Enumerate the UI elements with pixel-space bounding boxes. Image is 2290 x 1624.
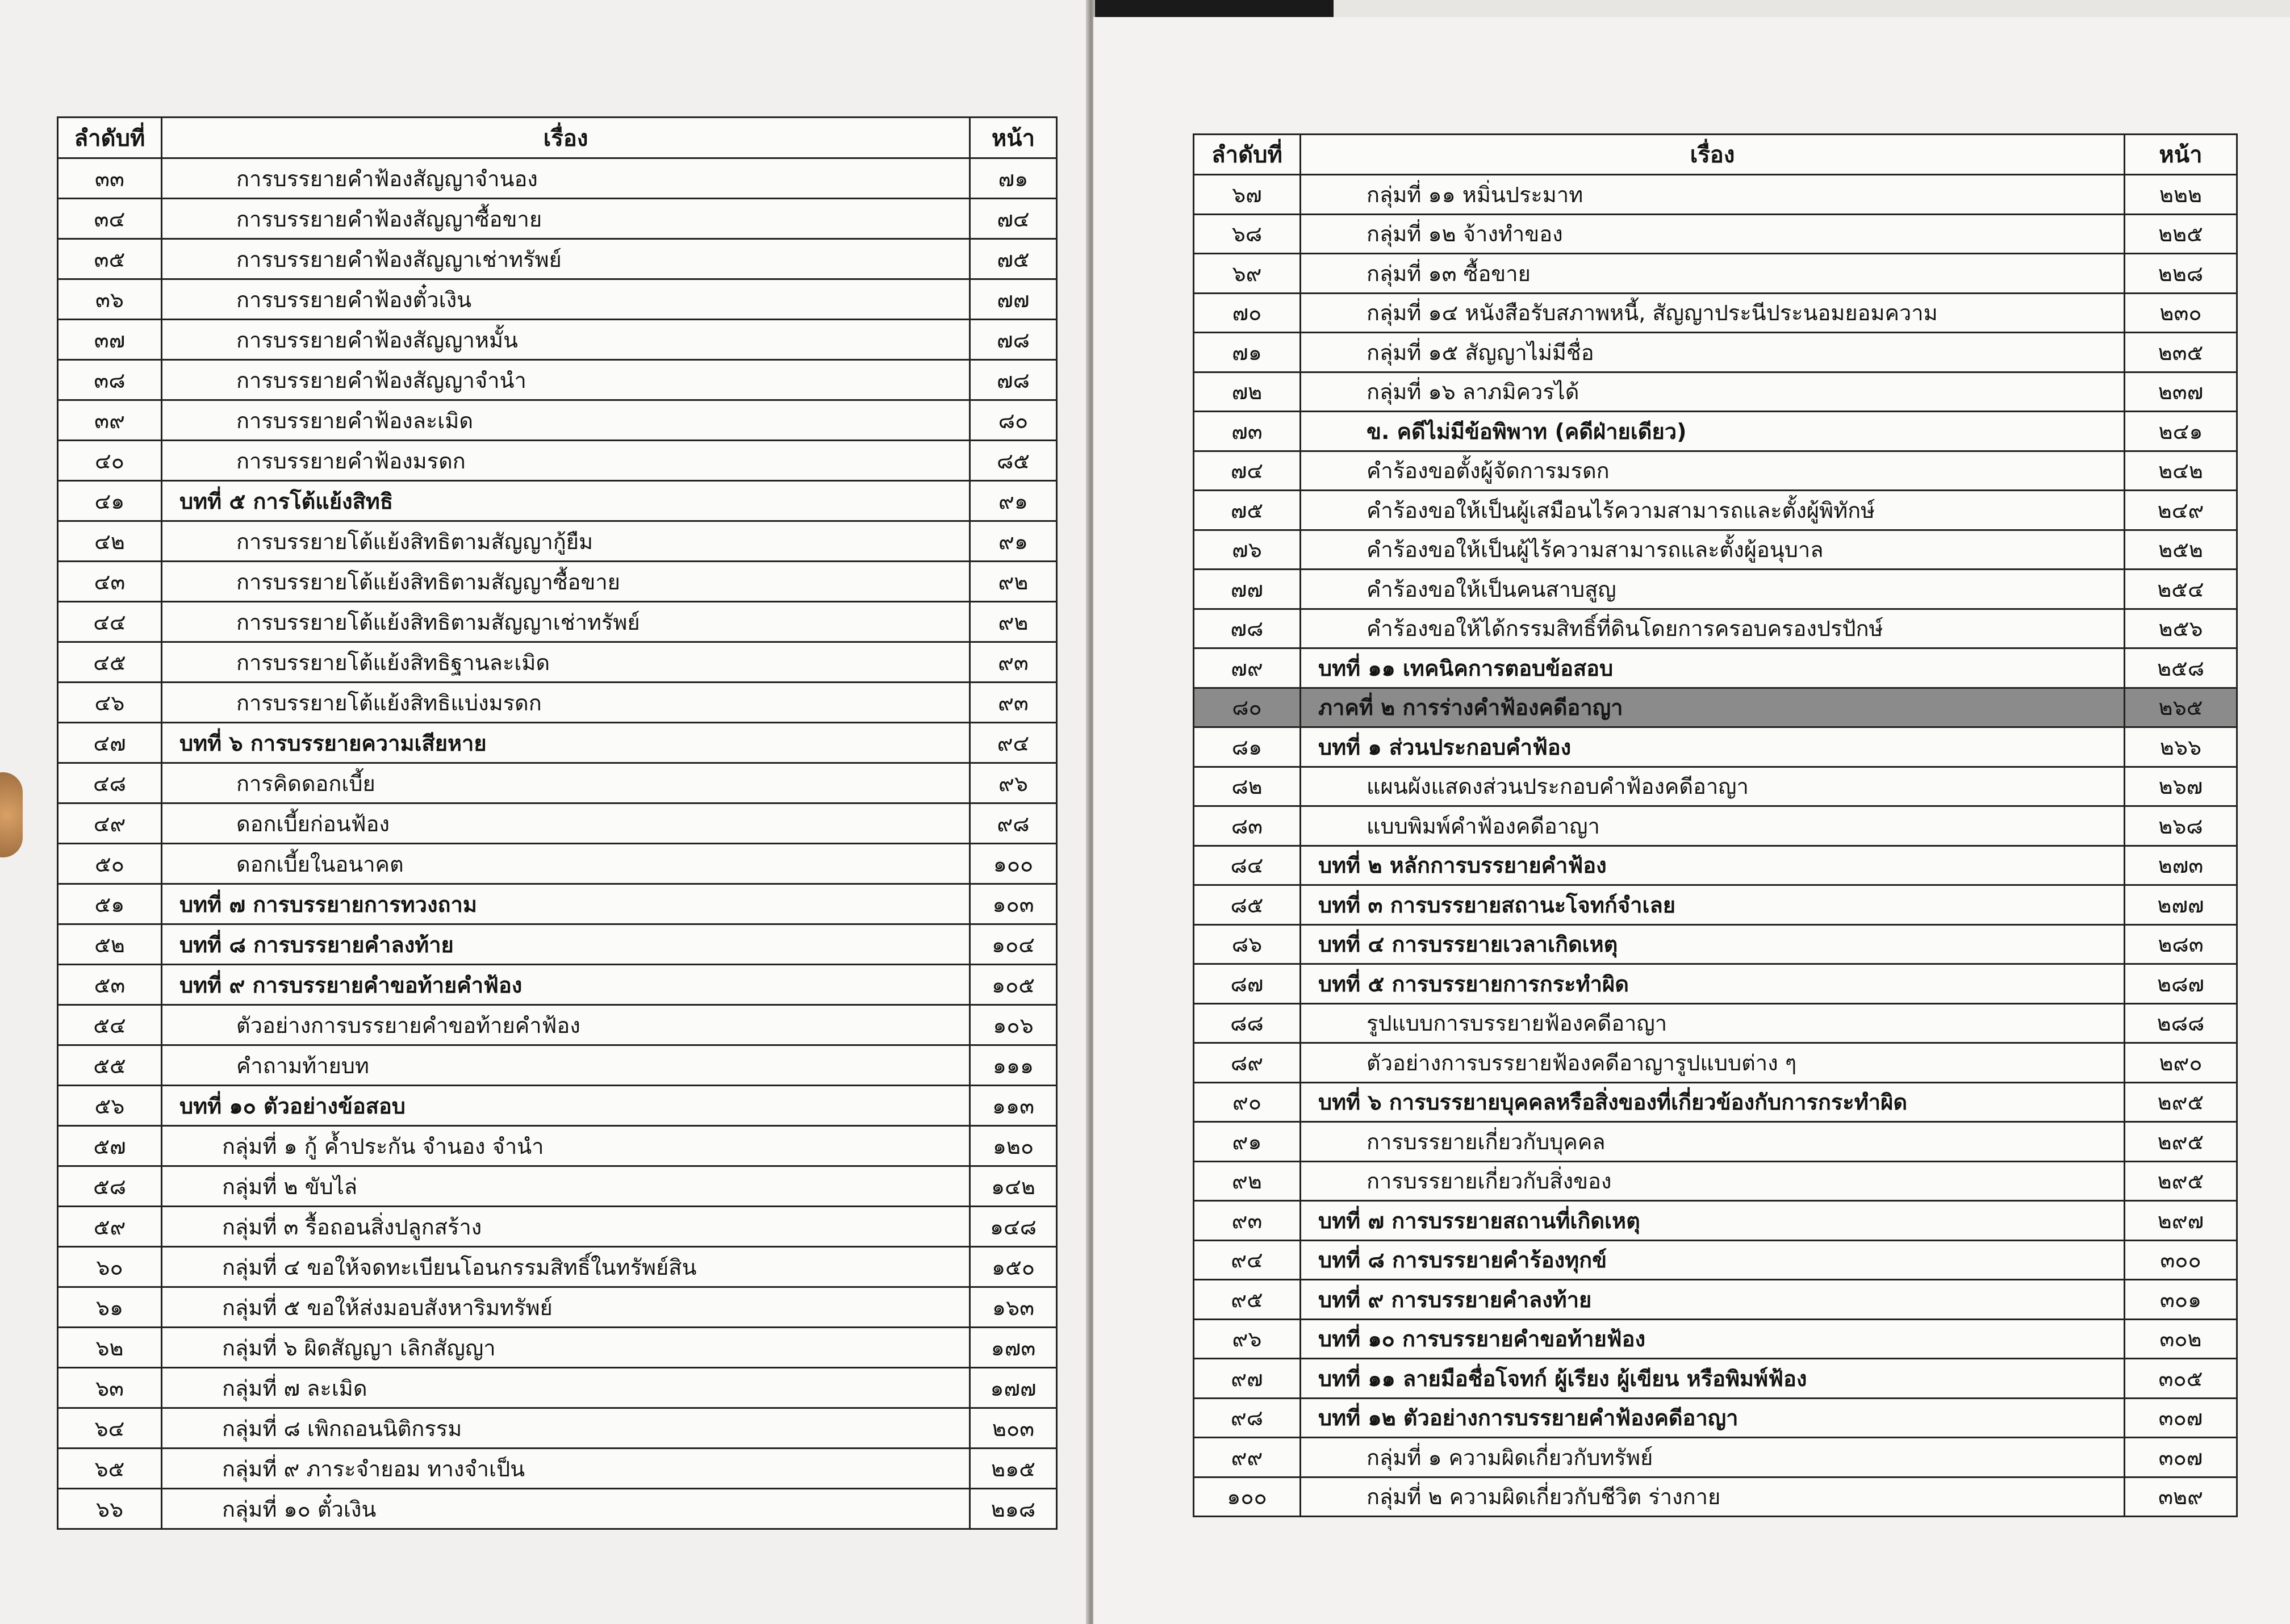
- toc-row: [1194, 333, 2237, 372]
- entry-title: การบรรยายคำฟ้องละเมิด: [162, 400, 970, 441]
- toc-row: [1194, 1043, 2237, 1083]
- entry-number: ๗๖: [1194, 530, 1301, 570]
- entry-page: ๗๕: [970, 239, 1057, 279]
- entry-page: ๑๐๖: [970, 1005, 1057, 1045]
- header-row: [58, 118, 1057, 158]
- entry-page: ๙๓: [970, 642, 1057, 683]
- entry-title: กลุ่มที่ ๕ ขอให้ส่งมอบสังหาริมทรัพย์: [162, 1287, 970, 1328]
- entry-title: บทที่ ๑๒ ตัวอย่างการบรรยายคำฟ้องคดีอาญา: [1301, 1398, 2125, 1438]
- entry-number: ๕๗: [58, 1126, 162, 1166]
- toc-row: [58, 562, 1057, 602]
- entry-number: ๖๒: [58, 1328, 162, 1368]
- toc-row: [1194, 1477, 2237, 1517]
- entry-number: ๔๐: [58, 441, 162, 481]
- entry-number: ๕๓: [58, 965, 162, 1005]
- entry-page: ๑๐๔: [970, 924, 1057, 965]
- toc-row: [1194, 609, 2237, 648]
- entry-page: ๗๘: [970, 320, 1057, 360]
- toc-row: [1194, 964, 2237, 1004]
- entry-number: ๓๘: [58, 360, 162, 400]
- entry-page: ๓๐๗: [2125, 1438, 2237, 1477]
- entry-page: ๘๕: [970, 441, 1057, 481]
- entry-page: ๗๑: [970, 158, 1057, 199]
- entry-title: การบรรยายคำฟ้องสัญญาเช่าทรัพย์: [162, 239, 970, 279]
- entry-title: การบรรยายโต้แย้งสิทธิฐานละเมิด: [162, 642, 970, 683]
- entry-number: ๘๗: [1194, 964, 1301, 1004]
- entry-title: กลุ่มที่ ๙ ภาระจำยอม ทางจำเป็น: [162, 1449, 970, 1489]
- entry-title: กลุ่มที่ ๔ ขอให้จดทะเบียนโอนกรรมสิทธิ์ในทรัพย์สิน: [162, 1247, 970, 1287]
- entry-page: ๒๘๓: [2125, 924, 2237, 964]
- toc-row: [1194, 1438, 2237, 1477]
- toc-row: [58, 1287, 1057, 1328]
- entry-title: บทที่ ๑๑ เทคนิคการตอบข้อสอบ: [1301, 648, 2125, 688]
- entry-number: ๘๙: [1194, 1043, 1301, 1083]
- entry-number: ๓๔: [58, 199, 162, 239]
- toc-row: [58, 1449, 1057, 1489]
- entry-page: ๙๔: [970, 723, 1057, 763]
- toc-row: [58, 1166, 1057, 1207]
- entry-page: ๓๐๐: [2125, 1240, 2237, 1280]
- entry-number: ๔๗: [58, 723, 162, 763]
- toc-row: [58, 239, 1057, 279]
- entry-number: ๔๓: [58, 562, 162, 602]
- entry-page: ๒๙๗: [2125, 1201, 2237, 1241]
- toc-row: [1194, 648, 2237, 688]
- entry-number: ๗๙: [1194, 648, 1301, 688]
- entry-title: บทที่ ๙ การบรรยายคำลงท้าย: [1301, 1280, 2125, 1320]
- toc-row: [58, 1247, 1057, 1287]
- entry-page: ๑๖๓: [970, 1287, 1057, 1328]
- entry-title: การบรรยายเกี่ยวกับสิ่งของ: [1301, 1161, 2125, 1201]
- toc-row: [58, 279, 1057, 320]
- toc-row: [1194, 175, 2237, 215]
- toc-row: [58, 1045, 1057, 1086]
- header-no: ลำดับที่: [58, 118, 162, 158]
- entry-page: ๒๘๘: [2125, 1003, 2237, 1043]
- entry-title: คำร้องขอให้เป็นคนสาบสูญ: [1301, 570, 2125, 609]
- entry-title: บทที่ ๒ หลักการบรรยายคำฟ้อง: [1301, 846, 2125, 885]
- entry-page: ๒๕๖: [2125, 609, 2237, 648]
- entry-page: ๑๑๑: [970, 1045, 1057, 1086]
- header-title: เรื่อง: [1301, 135, 2125, 175]
- entry-title: กลุ่มที่ ๑๖ ลาภมิควรได้: [1301, 372, 2125, 412]
- entry-page: ๗๘: [970, 360, 1057, 400]
- entry-page: ๑๔๒: [970, 1166, 1057, 1207]
- entry-title: บทที่ ๑๐ การบรรยายคำขอท้ายฟ้อง: [1301, 1319, 2125, 1359]
- entry-number: ๙๕: [1194, 1280, 1301, 1320]
- entry-number: ๙๖: [1194, 1319, 1301, 1359]
- entry-page: ๒๗๓: [2125, 846, 2237, 885]
- entry-number: ๖๙: [1194, 254, 1301, 294]
- entry-number: ๙๗: [1194, 1359, 1301, 1399]
- entry-page: ๑๑๓: [970, 1086, 1057, 1126]
- entry-number: ๙๙: [1194, 1438, 1301, 1477]
- entry-number: ๖๔: [58, 1408, 162, 1449]
- entry-page: ๑๐๓: [970, 884, 1057, 924]
- toc-row: [58, 360, 1057, 400]
- toc-row: [58, 965, 1057, 1005]
- header-page: หน้า: [2125, 135, 2237, 175]
- toc-row: [58, 481, 1057, 521]
- entry-number: ๕๕: [58, 1045, 162, 1086]
- toc-row: [58, 1328, 1057, 1368]
- entry-number: ๗๔: [1194, 451, 1301, 491]
- entry-page: ๒๓๕: [2125, 333, 2237, 372]
- entry-page: ๒๑๕: [970, 1449, 1057, 1489]
- entry-title: บทที่ ๗ การบรรยายสถานที่เกิดเหตุ: [1301, 1201, 2125, 1241]
- toc-row: [58, 1005, 1057, 1045]
- toc-row: [1194, 530, 2237, 570]
- entry-title: บทที่ ๓ การบรรยายสถานะโจทก์จำเลย: [1301, 885, 2125, 925]
- entry-title: บทที่ ๘ การบรรยายคำลงท้าย: [162, 924, 970, 965]
- toc-row: [1194, 1003, 2237, 1043]
- entry-page: ๙๑: [970, 481, 1057, 521]
- entry-title: การบรรยายคำฟ้องสัญญาหมั้น: [162, 320, 970, 360]
- entry-title: บทที่ ๘ การบรรยายคำร้องทุกข์: [1301, 1240, 2125, 1280]
- entry-number: ๕๖: [58, 1086, 162, 1126]
- entry-page: ๑๕๐: [970, 1247, 1057, 1287]
- toc-row: [58, 1489, 1057, 1529]
- entry-page: ๑๐๕: [970, 965, 1057, 1005]
- thumb: [0, 772, 23, 857]
- entry-page: ๒๖๖: [2125, 727, 2237, 767]
- toc-row: [1194, 1201, 2237, 1241]
- entry-title: การบรรยายคำฟ้องมรดก: [162, 441, 970, 481]
- entry-number: ๘๒: [1194, 767, 1301, 806]
- toc-row: [58, 1126, 1057, 1166]
- header-page: หน้า: [970, 118, 1057, 158]
- toc-row: [1194, 1359, 2237, 1399]
- entry-title: กลุ่มที่ ๒ ขับไล่: [162, 1166, 970, 1207]
- entry-number: ๕๐: [58, 844, 162, 884]
- toc-row: [58, 441, 1057, 481]
- toc-row: [58, 844, 1057, 884]
- entry-page: ๓๐๗: [2125, 1398, 2237, 1438]
- entry-title: การบรรยายคำฟ้องสัญญาจำนอง: [162, 158, 970, 199]
- toc-row: [1194, 254, 2237, 294]
- toc-row: [58, 1408, 1057, 1449]
- entry-title: การคิดดอกเบี้ย: [162, 763, 970, 803]
- toc-row: [1194, 1161, 2237, 1201]
- entry-title: บทที่ ๑๐ ตัวอย่างข้อสอบ: [162, 1086, 970, 1126]
- toc-row: [1194, 1280, 2237, 1320]
- entry-title: ตัวอย่างการบรรยายคำขอท้ายคำฟ้อง: [162, 1005, 970, 1045]
- entry-number: ๓๖: [58, 279, 162, 320]
- entry-title: ดอกเบี้ยก่อนฟ้อง: [162, 803, 970, 844]
- header-title: เรื่อง: [162, 118, 970, 158]
- toc-row: [1194, 688, 2237, 727]
- entry-title: กลุ่มที่ ๑๓ ซื้อขาย: [1301, 254, 2125, 294]
- entry-title: บทที่ ๔ การบรรยายเวลาเกิดเหตุ: [1301, 924, 2125, 964]
- entry-title: กลุ่มที่ ๑ ความผิดเกี่ยวกับทรัพย์: [1301, 1438, 2125, 1477]
- entry-number: ๖๗: [1194, 175, 1301, 215]
- entry-number: ๗๐: [1194, 293, 1301, 333]
- entry-page: ๓๒๙: [2125, 1477, 2237, 1517]
- entry-title: การบรรยายเกี่ยวกับบุคคล: [1301, 1122, 2125, 1162]
- entry-page: ๗๗: [970, 279, 1057, 320]
- toc-row: [58, 602, 1057, 642]
- entry-title: บทที่ ๕ การโต้แย้งสิทธิ: [162, 481, 970, 521]
- toc-row: [1194, 1122, 2237, 1162]
- entry-title: ข. คดีไม่มีข้อพิพาท (คดีฝ่ายเดียว): [1301, 412, 2125, 451]
- entry-number: ๙๐: [1194, 1082, 1301, 1122]
- toc-row: [1194, 570, 2237, 609]
- entry-number: ๖๓: [58, 1368, 162, 1408]
- toc-table-left: [57, 116, 1058, 1530]
- entry-title: บทที่ ๑ ส่วนประกอบคำฟ้อง: [1301, 727, 2125, 767]
- entry-number: ๙๔: [1194, 1240, 1301, 1280]
- entry-title: แบบพิมพ์คำฟ้องคดีอาญา: [1301, 806, 2125, 846]
- entry-title: การบรรยายคำฟ้องสัญญาซื้อขาย: [162, 199, 970, 239]
- entry-number: ๔๔: [58, 602, 162, 642]
- entry-title: กลุ่มที่ ๓ รื้อถอนสิ่งปลูกสร้าง: [162, 1207, 970, 1247]
- entry-page: ๑๐๐: [970, 844, 1057, 884]
- entry-page: ๒๓๗: [2125, 372, 2237, 412]
- entry-page: ๒๙๕: [2125, 1161, 2237, 1201]
- toc-row: [58, 158, 1057, 199]
- toc-row: [1194, 885, 2237, 925]
- toc-body-left: [58, 158, 1057, 1529]
- entry-number: ๕๑: [58, 884, 162, 924]
- entry-number: ๓๙: [58, 400, 162, 441]
- entry-title: กลุ่มที่ ๒ ความผิดเกี่ยวกับชีวิต ร่างกาย: [1301, 1477, 2125, 1517]
- entry-page: ๒๙๕: [2125, 1082, 2237, 1122]
- entry-page: ๒๕๔: [2125, 570, 2237, 609]
- toc-row: [1194, 372, 2237, 412]
- toc-row: [1194, 491, 2237, 530]
- entry-title: การบรรยายคำฟ้องสัญญาจำนำ: [162, 360, 970, 400]
- toc-row: [1194, 1240, 2237, 1280]
- toc-row: [1194, 451, 2237, 491]
- entry-title: การบรรยายโต้แย้งสิทธิตามสัญญากู้ยืม: [162, 521, 970, 562]
- entry-number: ๑๐๐: [1194, 1477, 1301, 1517]
- entry-title: ภาคที่ ๒ การร่างคำฟ้องคดีอาญา: [1301, 688, 2125, 727]
- entry-page: ๒๒๕: [2125, 214, 2237, 254]
- entry-page: ๑๗๗: [970, 1368, 1057, 1408]
- entry-title: กลุ่มที่ ๘ เพิกถอนนิติกรรม: [162, 1408, 970, 1449]
- entry-title: ดอกเบี้ยในอนาคต: [162, 844, 970, 884]
- entry-number: ๗๕: [1194, 491, 1301, 530]
- entry-page: ๓๐๑: [2125, 1280, 2237, 1320]
- entry-title: กลุ่มที่ ๑๑ หมิ่นประมาท: [1301, 175, 2125, 215]
- entry-title: กลุ่มที่ ๑๒ จ้างทำของ: [1301, 214, 2125, 254]
- entry-page: ๒๔๒: [2125, 451, 2237, 491]
- toc-row: [1194, 924, 2237, 964]
- entry-number: ๗๘: [1194, 609, 1301, 648]
- entry-number: ๖๖: [58, 1489, 162, 1529]
- entry-number: ๙๓: [1194, 1201, 1301, 1241]
- entry-number: ๖๐: [58, 1247, 162, 1287]
- entry-page: ๒๖๘: [2125, 806, 2237, 846]
- entry-title: การบรรยายโต้แย้งสิทธิตามสัญญาซื้อขาย: [162, 562, 970, 602]
- entry-title: การบรรยายโต้แย้งสิทธิตามสัญญาเช่าทรัพย์: [162, 602, 970, 642]
- entry-title: กลุ่มที่ ๑๔ หนังสือรับสภาพหนี้, สัญญาประนีประนอมยอมความ: [1301, 293, 2125, 333]
- entry-page: ๒๑๘: [970, 1489, 1057, 1529]
- entry-page: ๒๙๕: [2125, 1122, 2237, 1162]
- entry-title: บทที่ ๑๑ ลายมือชื่อโจทก์ ผู้เรียง ผู้เขียน หรือพิมพ์ฟ้อง: [1301, 1359, 2125, 1399]
- entry-title: บทที่ ๗ การบรรยายการทวงถาม: [162, 884, 970, 924]
- toc-row: [1194, 767, 2237, 806]
- entry-number: ๔๘: [58, 763, 162, 803]
- entry-title: การบรรยายโต้แย้งสิทธิแบ่งมรดก: [162, 683, 970, 723]
- toc-row: [58, 199, 1057, 239]
- header-row: [1194, 135, 2237, 175]
- toc-row: [58, 521, 1057, 562]
- toc-row: [58, 642, 1057, 683]
- toc-row: [58, 803, 1057, 844]
- toc-row: [58, 924, 1057, 965]
- entry-number: ๖๑: [58, 1287, 162, 1328]
- entry-number: ๗๓: [1194, 412, 1301, 451]
- entry-title: คำถามท้ายบท: [162, 1045, 970, 1086]
- entry-number: ๖๕: [58, 1449, 162, 1489]
- entry-page: ๙๒: [970, 562, 1057, 602]
- entry-page: ๓๐๒: [2125, 1319, 2237, 1359]
- entry-number: ๘๘: [1194, 1003, 1301, 1043]
- entry-number: ๕๒: [58, 924, 162, 965]
- entry-title: คำร้องขอให้ได้กรรมสิทธิ์ที่ดินโดยการครอบครองปรปักษ์: [1301, 609, 2125, 648]
- toc-row: [1194, 806, 2237, 846]
- entry-number: ๔๑: [58, 481, 162, 521]
- entry-page: ๒๒๘: [2125, 254, 2237, 294]
- entry-page: ๒๐๓: [970, 1408, 1057, 1449]
- toc-row: [1194, 1319, 2237, 1359]
- entry-page: ๑๗๓: [970, 1328, 1057, 1368]
- toc-row: [1194, 293, 2237, 333]
- entry-page: ๒๒๒: [2125, 175, 2237, 215]
- toc-row: [1194, 846, 2237, 885]
- entry-number: ๓๓: [58, 158, 162, 199]
- entry-page: ๒๗๗: [2125, 885, 2237, 925]
- toc-row: [58, 884, 1057, 924]
- entry-title: กลุ่มที่ ๑๐ ตั๋วเงิน: [162, 1489, 970, 1529]
- entry-number: ๙๒: [1194, 1161, 1301, 1201]
- entry-number: ๘๕: [1194, 885, 1301, 925]
- entry-title: แผนผังแสดงส่วนประกอบคำฟ้องคดีอาญา: [1301, 767, 2125, 806]
- entry-number: ๔๖: [58, 683, 162, 723]
- entry-page: ๘๐: [970, 400, 1057, 441]
- entry-number: ๘๔: [1194, 846, 1301, 885]
- toc-row: [1194, 1082, 2237, 1122]
- entry-page: ๙๘: [970, 803, 1057, 844]
- entry-number: ๕๘: [58, 1166, 162, 1207]
- entry-page: ๒๙๐: [2125, 1043, 2237, 1083]
- entry-title: กลุ่มที่ ๑ กู้ ค้ำประกัน จำนอง จำนำ: [162, 1126, 970, 1166]
- entry-page: ๙๖: [970, 763, 1057, 803]
- entry-title: รูปแบบการบรรยายฟ้องคดีอาญา: [1301, 1003, 2125, 1043]
- entry-title: กลุ่มที่ ๑๕ สัญญาไม่มีชื่อ: [1301, 333, 2125, 372]
- entry-page: ๒๓๐: [2125, 293, 2237, 333]
- entry-number: ๗๑: [1194, 333, 1301, 372]
- header-no: ลำดับที่: [1194, 135, 1301, 175]
- entry-page: ๒๘๗: [2125, 964, 2237, 1004]
- entry-page: ๗๔: [970, 199, 1057, 239]
- toc-row: [1194, 1398, 2237, 1438]
- entry-number: ๔๙: [58, 803, 162, 844]
- entry-page: ๙๒: [970, 602, 1057, 642]
- entry-number: ๕๙: [58, 1207, 162, 1247]
- toc-table-right: [1193, 133, 2238, 1517]
- toc-row: [1194, 727, 2237, 767]
- entry-title: ตัวอย่างการบรรยายฟ้องคดีอาญารูปแบบต่าง ๆ: [1301, 1043, 2125, 1083]
- entry-page: ๒๖๗: [2125, 767, 2237, 806]
- entry-title: คำร้องขอให้เป็นผู้ไร้ความสามารถและตั้งผู้อนุบาล: [1301, 530, 2125, 570]
- entry-number: ๗๗: [1194, 570, 1301, 609]
- entry-page: ๒๔๑: [2125, 412, 2237, 451]
- entry-title: คำร้องขอตั้งผู้จัดการมรดก: [1301, 451, 2125, 491]
- entry-page: ๙๓: [970, 683, 1057, 723]
- toc-row: [58, 1086, 1057, 1126]
- toc-row: [58, 723, 1057, 763]
- entry-page: ๒๔๙: [2125, 491, 2237, 530]
- toc-row: [1194, 412, 2237, 451]
- entry-number: ๘๖: [1194, 924, 1301, 964]
- entry-title: บทที่ ๖ การบรรยายบุคคลหรือสิ่งของที่เกี่ยวข้องกับการกระทำผิด: [1301, 1082, 2125, 1122]
- entry-title: คำร้องขอให้เป็นผู้เสมือนไร้ความสามารถและตั้งผู้พิทักษ์: [1301, 491, 2125, 530]
- entry-number: ๘๓: [1194, 806, 1301, 846]
- entry-number: ๗๒: [1194, 372, 1301, 412]
- entry-number: ๕๔: [58, 1005, 162, 1045]
- toc-row: [58, 320, 1057, 360]
- toc-body-right: [1194, 175, 2237, 1517]
- toc-row: [58, 1207, 1057, 1247]
- entry-page: ๓๐๕: [2125, 1359, 2237, 1399]
- toc-row: [58, 1368, 1057, 1408]
- toc-row: [58, 683, 1057, 723]
- toc-row: [58, 763, 1057, 803]
- entry-page: ๙๑: [970, 521, 1057, 562]
- entry-page: ๒๖๕: [2125, 688, 2237, 727]
- entry-title: บทที่ ๕ การบรรยายการกระทำผิด: [1301, 964, 2125, 1004]
- entry-number: ๘๐: [1194, 688, 1301, 727]
- entry-number: ๙๘: [1194, 1398, 1301, 1438]
- entry-number: ๖๘: [1194, 214, 1301, 254]
- entry-page: ๒๕๘: [2125, 648, 2237, 688]
- entry-page: ๑๒๐: [970, 1126, 1057, 1166]
- toc-row: [58, 400, 1057, 441]
- entry-page: ๒๕๒: [2125, 530, 2237, 570]
- entry-title: กลุ่มที่ ๖ ผิดสัญญา เลิกสัญญา: [162, 1328, 970, 1368]
- entry-number: ๔๒: [58, 521, 162, 562]
- entry-title: การบรรยายคำฟ้องตั๋วเงิน: [162, 279, 970, 320]
- entry-number: ๓๗: [58, 320, 162, 360]
- toc-row: [1194, 214, 2237, 254]
- entry-number: ๙๑: [1194, 1122, 1301, 1162]
- entry-title: บทที่ ๙ การบรรยายคำขอท้ายคำฟ้อง: [162, 965, 970, 1005]
- entry-number: ๔๕: [58, 642, 162, 683]
- entry-number: ๘๑: [1194, 727, 1301, 767]
- entry-number: ๓๕: [58, 239, 162, 279]
- entry-page: ๑๔๘: [970, 1207, 1057, 1247]
- entry-title: กลุ่มที่ ๗ ละเมิด: [162, 1368, 970, 1408]
- entry-title: บทที่ ๖ การบรรยายความเสียหาย: [162, 723, 970, 763]
